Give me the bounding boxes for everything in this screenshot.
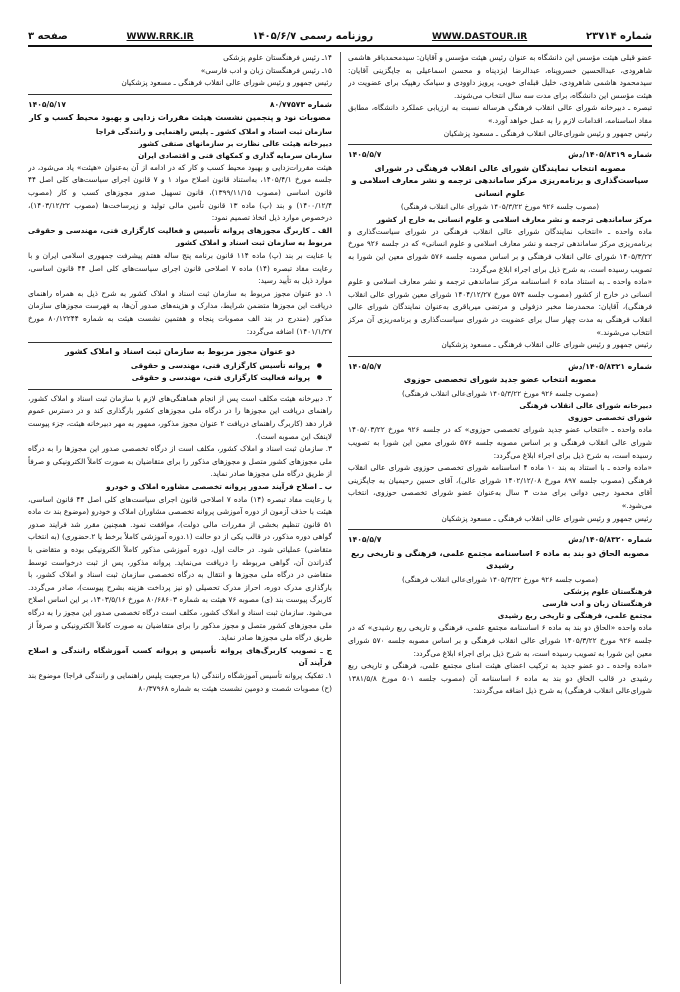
section-a-paragraph-4: ۳. سازمان ثبت اسناد و املاک کشور، مکلف است از درگاه تخصصی صدور این مجوزها را به درگاه ملی مجوزهای کشور متصل و مجوزهای مذکور را برای متقاضیان به صورت کاملاً الکترونیکی و صرفاً از طریق درگاه ملی مجوزها صادر نماید. [28, 444, 332, 479]
doc1-subtitle: (مصوب جلسه ۹۲۶ مورخ ۱۴۰۵/۳/۲۲ شورای عالی انقلاب فرهنگی) [400, 202, 600, 212]
permit-item: ● پروانه تأسیس کارگزاری فنی، مهندسی و حقوقی [28, 360, 318, 373]
doc4-intro-paragraph: هیئت مقررات‌زدایی و بهبود محیط کسب و کار که در ادامه از آن به‌عنوان «هیئت» یاد می‌شود، در جلسه مورخ ۱۴۰۵/۴/۱، به‌استناد قانون اصلاح مواد ۱ و ۷ قانون اجرای سیاست‌های کلی اصل ۴۴ قانون اساسی (مصوب ۱۳۹۹/۱۱/۱۵)، قانون تسهیل صدور مجوزهای کسب و کار (مصوب ۱۴۰۰/۱۲/۴) و بند (پ) ماده ۱۳ قانون تأمین مالی تولید و زیرساخت‌ها (مصوب ۱۴۰۳/۱۲/۲۲)، درخصوص موارد ذیل اتخاذ تصمیم نمود: [28, 162, 332, 223]
doc2-number: شماره ۱۴۰۵/۸۳۲۱/دش [568, 361, 652, 371]
doc4-number: شماره ۸۰/۷۷۵۷۳ [269, 99, 332, 109]
doc2-subtitle: (مصوب جلسه ۹۲۶ مورخ ۱۴۰۵/۳/۲۲ شورای‌عالی انقلاب فرهنگی) [402, 388, 598, 398]
doc3-header [348, 534, 652, 547]
table-top-rule [28, 342, 332, 343]
doc2-addressee-2: شورای تخصصی حوزوی [568, 413, 652, 423]
list-item: ۱۵ـ رئیس فرهنگستان زبان و ادب فارسی» [200, 65, 332, 75]
page-number: صفحه ۳ [28, 31, 68, 42]
header-rule [28, 45, 652, 47]
doc3-addressee-2: فرهنگستان زبان و ادب فارسی [542, 599, 652, 609]
section-c-heading: ج ـ تصویب کاربرگ‌های پروانه تأسیس و پروانه کسب آموزشگاه رانندگی و اصلاح فرآیند آن [28, 645, 332, 668]
doc4-header [28, 99, 332, 112]
left-column [28, 52, 332, 984]
doc3-addressee-1: فرهنگستان علوم پزشکی [563, 587, 652, 597]
page-header [28, 20, 652, 42]
doc2-date: ۱۴۰۵/۵/۷ [348, 361, 382, 371]
doc1-number: شماره ۱۴۰۵/۸۳۱۹/دش [568, 150, 652, 160]
doc4-date: ۱۴۰۵/۵/۱۷ [28, 99, 66, 109]
list-signature: رئیس جمهور و رئیس شورای عالی انقلاب فرهنگی ـ مسعود پزشکیان [121, 78, 332, 88]
doc3-body-1: ماده واحده «الحاق دو بند به ماده ۶ اساسنامه مجتمع علمی، فرهنگی و تاریخی ربع رشیدی» که در جلسه ۹۲۶ مورخ ۱۴۰۵/۳/۲۲ شورای عالی انقلاب فرهنگی و بر اساس مصوبه جلسه ۵۷۰ شورای معین این شورا به تصویب رسیده است، به شرح ذیل برای اجراء ابلاغ می‌گردد: [348, 623, 652, 658]
doc1-title: مصوبه انتخاب نمایندگان شورای عالی انقلاب فرهنگی در شورای سیاست‌گذاری و برنامه‌ریزی مرکز ساماندهی ترجمه و نشر معارف اسلامی و علوم انسانی [351, 163, 649, 198]
table-bottom-rule [28, 389, 332, 390]
permit-list [28, 360, 332, 385]
doc1-date: ۱۴۰۵/۵/۷ [348, 150, 382, 160]
doc3-body-2: «ماده واحده ـ دو عضو جدید به ترکیب اعضای هیئت امنای مجتمع علمی، فرهنگی و تاریخی ربع رشیدی در قالب الحاق دو بند به ماده ۶ اساسنامه آن (مصوب جلسه ۵۰۱ مورخ ۱۳۸۱/۵/۸ شورای‌عالی انقلاب فرهنگی) به شرح ذیل اضافه می‌گردند: [348, 661, 652, 696]
dastour-link[interactable]: WWW.DASTOUR.IR [431, 32, 528, 42]
gazette-date: روزنامه رسمی ۱۴۰۵/۶/۷ [252, 31, 374, 42]
doc1-body-2: «ماده واحده ـ به استناد ماده ۶ اساسنامه مرکز ساماندهی ترجمه و نشر معارف اسلامی و علوم انسانی در خارج از کشور (مصوب جلسه ۵۷۴ مورخ ۱۴۰۴/۱۲/۲۷ شورای معین شورای عالی انقلاب فرهنگی)، آقایان: محمدرضا مخبر دزفولی و مرتضی میرباقری به‌عنوان نمایندگان شورای عالی انقلاب فرهنگی به مدت چهار سال برای عضویت در شورای سیاست‌گذاری و برنامه‌ریزی آن مرکز انتخاب می‌شوند.» [348, 277, 652, 337]
doc2-title: مصوبه انتخاب عضو جدید شورای تخصصی حوزوی [403, 375, 597, 385]
section-separator [348, 529, 652, 530]
doc1-addressee: مرکز ساماندهی ترجمه و نشر معارف اسلامی و علوم انسانی به خارج از کشور [376, 214, 652, 224]
permit-table-title: دو عنوان مجوز مربوط به سازمان ثبت اسناد و املاک کشور [64, 347, 296, 357]
doc4-title: مصوبات نود و پنجمین نشست هیئت مقررات زدایی و بهبود محیط کسب و کار [29, 113, 331, 123]
doc4-addressee-1: سازمان ثبت اسناد و املاک کشور ـ پلیس راهنمایی و رانندگی فراجا [95, 126, 332, 136]
intro-paragraph: عضو قبلی هیئت مؤسس این دانشگاه به عنوان رئیس هیئت مؤسس و آقایان: سیدمحمدباقر هاشمی شاهرودی، عبدالحسین خسروپناه، عبدالرضا ایزدپناه و محسن اسماعیلی به جایگزینی آقایان: سیدمحمود هاشمی شاهرودی، خلیل قبله‌ای خویی، پرویز داوودی و سیامک رهپیک برای عضویت در هیئت مؤسس این دانشگاه، برای مدت سه سال انتخاب می‌شوند. [348, 53, 652, 100]
section-a-heading: الف ـ کاربرگ مجوزهای پروانه تأسیس و فعالیت کارگزاری فنی، مهندسی و حقوقی مربوط به سازمان ثبت اسناد و املاک کشور [28, 225, 332, 248]
section-separator [28, 94, 332, 95]
section-a-paragraph-3: ۲. دبیرخانه هیئت مکلف است پس از انجام هماهنگی‌های لازم با سازمان ثبت اسناد و املاک کشور، راهنمای دریافت این مجوزها را در درگاه ملی مجوزهای کشور بارگذاری کند و در دسترس عموم قرار دهد (کاربرگ راهنمای دریافت ۲ عنوان مجوز مذکور، ممهور به مهر دبیرخانه هیئت، جزء پیوست لاینفک این مصوبه است). [28, 393, 332, 441]
doc1-body-1: ماده واحده ـ «انتخاب نمایندگان شورای عالی انقلاب فرهنگی در شورای سیاست‌گذاری و برنامه‌ریزی مرکز ساماندهی ترجمه و نشر معارف اسلامی و علوم انسانی» که در جلسه ۹۲۶ مورخ ۱۴۰۵/۳/۲۲ شورای عالی انقلاب فرهنگی و بر اساس مصوبه جلسه ۵۷۶ شورای معین این شورا به تصویب رسیده است، به شرح ذیل برای اجراء ابلاغ می‌گردد: [348, 226, 652, 274]
section-separator [348, 356, 652, 357]
doc3-addressee-3: مجتمع علمی، فرهنگی و تاریخی ربع رشیدی [497, 611, 652, 621]
doc2-signature: رئیس جمهور و رئیس شورای عالی انقلاب فرهنگی ـ مسعود پزشکیان [441, 513, 652, 523]
permit-item: ● پروانه فعالیت کارگزاری فنی، مهندسی و حقوقی [28, 372, 318, 385]
list-item: ۱۴ـ رئیس فرهنگستان علوم پزشکی [223, 53, 332, 62]
doc2-body-1: ماده واحده ـ «انتخاب عضو جدید شورای تخصصی حوزوی» که در جلسه ۹۲۶ مورخ ۱۴۰۵/۰۳/۲۲ شورای عالی انقلاب فرهنگی و بر اساس مصوبه جلسه ۵۷۶ شورای معین این شورا به تصویب رسیده است، به شرح ذیل برای اجراء ابلاغ می‌گردد: [348, 425, 652, 460]
doc3-subtitle: (مصوب جلسه ۹۲۶ مورخ ۱۴۰۵/۳/۲۲ شورای‌عالی انقلاب فرهنگی) [402, 574, 598, 584]
doc2-header [348, 361, 652, 374]
intro-signature: رئیس جمهور و رئیس شورای‌عالی انقلاب فرهنگی ـ مسعود پزشکیان [443, 128, 652, 138]
section-c-paragraph: ۱. تفکیک پروانه تأسیس آموزشگاه رانندگی (با مرجعیت پلیس راهنمایی و رانندگی فراجا) موضوع بند (ح) مصوبات شصت و دومین نشست هیئت به شماره ۸۰/۳۷۹۶۸ [28, 670, 332, 693]
intro-note: تبصره ـ دبیرخانه شورای عالی انقلاب فرهنگی هرساله نسبت به ارزیابی عملکرد دانشگاه، مطابق مفاد اساسنامه، اقدامات لازم را به عمل خواهد آورد.» [348, 103, 652, 125]
section-a-paragraph-2: ۱. دو عنوان مجوز مربوط به سازمان ثبت اسناد و املاک کشور به شرح ذیل به همراه راهنمای دریافت این مجوزها متضمن شرایط، مدارک و هزینه‌های صدور آن‌ها، به فهرست مجوزهای سازمان مذکور (مندرج در بند الف مصوبات پنجاه و هفتمین نشست هیئت به شماره ۸۰/۱۲۲۴۴ مورخ ۱۴۰۱/۱/۲۷) اضافه می‌گردد: [28, 288, 332, 336]
doc2-addressee-1: دبیرخانه شورای عالی انقلاب فرهنگی [519, 401, 652, 411]
right-column [348, 52, 652, 984]
doc3-title: مصوبه الحاق دو بند به ماده ۶ اساسنامه مجتمع علمی، فرهنگی و تاریخی ربع رشیدی [351, 548, 649, 571]
doc4-addressee-2: دبیرخانه هیئت عالی نظارت بر سازمانهای صنفی کشور [138, 138, 332, 148]
doc2-body-2: «ماده واحده ـ با استناد به بند ۱۰ ماده ۴ اساسنامه شورای تخصصی حوزوی شورای عالی انقلاب فرهنگی (مصوب جلسه ۸۹۷ مورخ ۱۴۰۲/۱۲/۰۸ شورای عالی)، آقای حسین رحیمیان به جایگزینی آقای محمود رجبی دوانی برای مدت ۳ سال به‌عنوان عضو شورای تخصصی حوزوی، انتخاب می‌شود.» [348, 463, 652, 511]
section-b-heading: ب ـ اصلاح فرآیند صدور پروانه تخصصی مشاوره املاک و خودرو [105, 482, 332, 492]
doc1-header [348, 149, 652, 162]
section-separator [348, 144, 652, 145]
section-b-paragraph: با رعایت مفاد تبصره (۱۴) ماده ۷ اصلاحی قانون اجرای سیاست‌های کلی اصل ۴۴ قانون اساسی، هیئت با حذف آزمون از دوره آموزشی پروانه تخصصی مشاوران املاک و خودرو (موضوع بند ث ماده ۵۱ قانون تنظیم بخشی از مقررات مالی دولت)، موافقت نمود. همچنین مقرر شد فرایند صدور گواهی دوره مذکور، در قالب یکی از دو حالت (۱.دوره آموزشی کاملاً برخط یا ۲.حضوری) (به انتخاب متقاضی) عملیاتی شود. در حالت اول، دوره آموزشی مذکور کاملاً الکترونیکی بوده و متقاضی با گذراندن آن، گواهی مربوطه را دریافت می‌نماید. پروانه مذکور، پس از ثبت درخواست توسط متقاضی در درگاه ملی مجوزها و انتقال به درگاه تخصصی سازمان ثبت اسناد و املاک کشور، با بارگذاری مدرک دوره، احراز مدرک تحصیلی (و نیز پرداخت هزینه بشرح پیوست)، صادر می‌گردد. کاربرگ پیوست بند (ی) مصوبه ۷۶ هیئت به شماره ۸۰/۶۸۶۰۳ مورخ ۱۴۰۳/۵/۱۶، بر این اساس اصلاح می‌شود. سازمان ثبت اسناد و املاک کشور، مکلف است درگاه تخصصی صدور این مجوز را به درگاه ملی مجوزهای کشور متصل و مجوز مذکور را برای متقاضیان به صورت کاملاً الکترونیکی و صرفاً از طریق درگاه ملی مجوزها صادر نماید. [28, 494, 332, 643]
column-divider [340, 52, 341, 984]
doc3-number: شماره ۱۴۰۵/۸۳۲۰/دش [568, 535, 652, 545]
doc3-date: ۱۴۰۵/۵/۷ [348, 535, 382, 545]
issue-number: شماره ۲۳۷۱۴ [586, 31, 652, 42]
rrk-link[interactable]: WWW.RRK.IR [126, 32, 194, 42]
doc4-addressee-3: سازمان سرمایه گذاری و کمکهای فنی و اقتصادی ایران [138, 150, 332, 160]
section-a-paragraph-1: با عنایت بر بند (پ) ماده ۱۱۴ قانون برنامه پنج ساله هفتم پیشرفت جمهوری اسلامی ایران و با رعایت مفاد تبصره (۱۴) ماده ۷ اصلاحی قانون اجرای سیاست‌های کلی اصل ۴۴ قانون اساسی، موارد ذیل به تأیید رسید: [28, 251, 332, 286]
doc1-signature: رئیس جمهور و رئیس شورای عالی انقلاب فرهنگی ـ مسعود پزشکیان [441, 340, 652, 350]
